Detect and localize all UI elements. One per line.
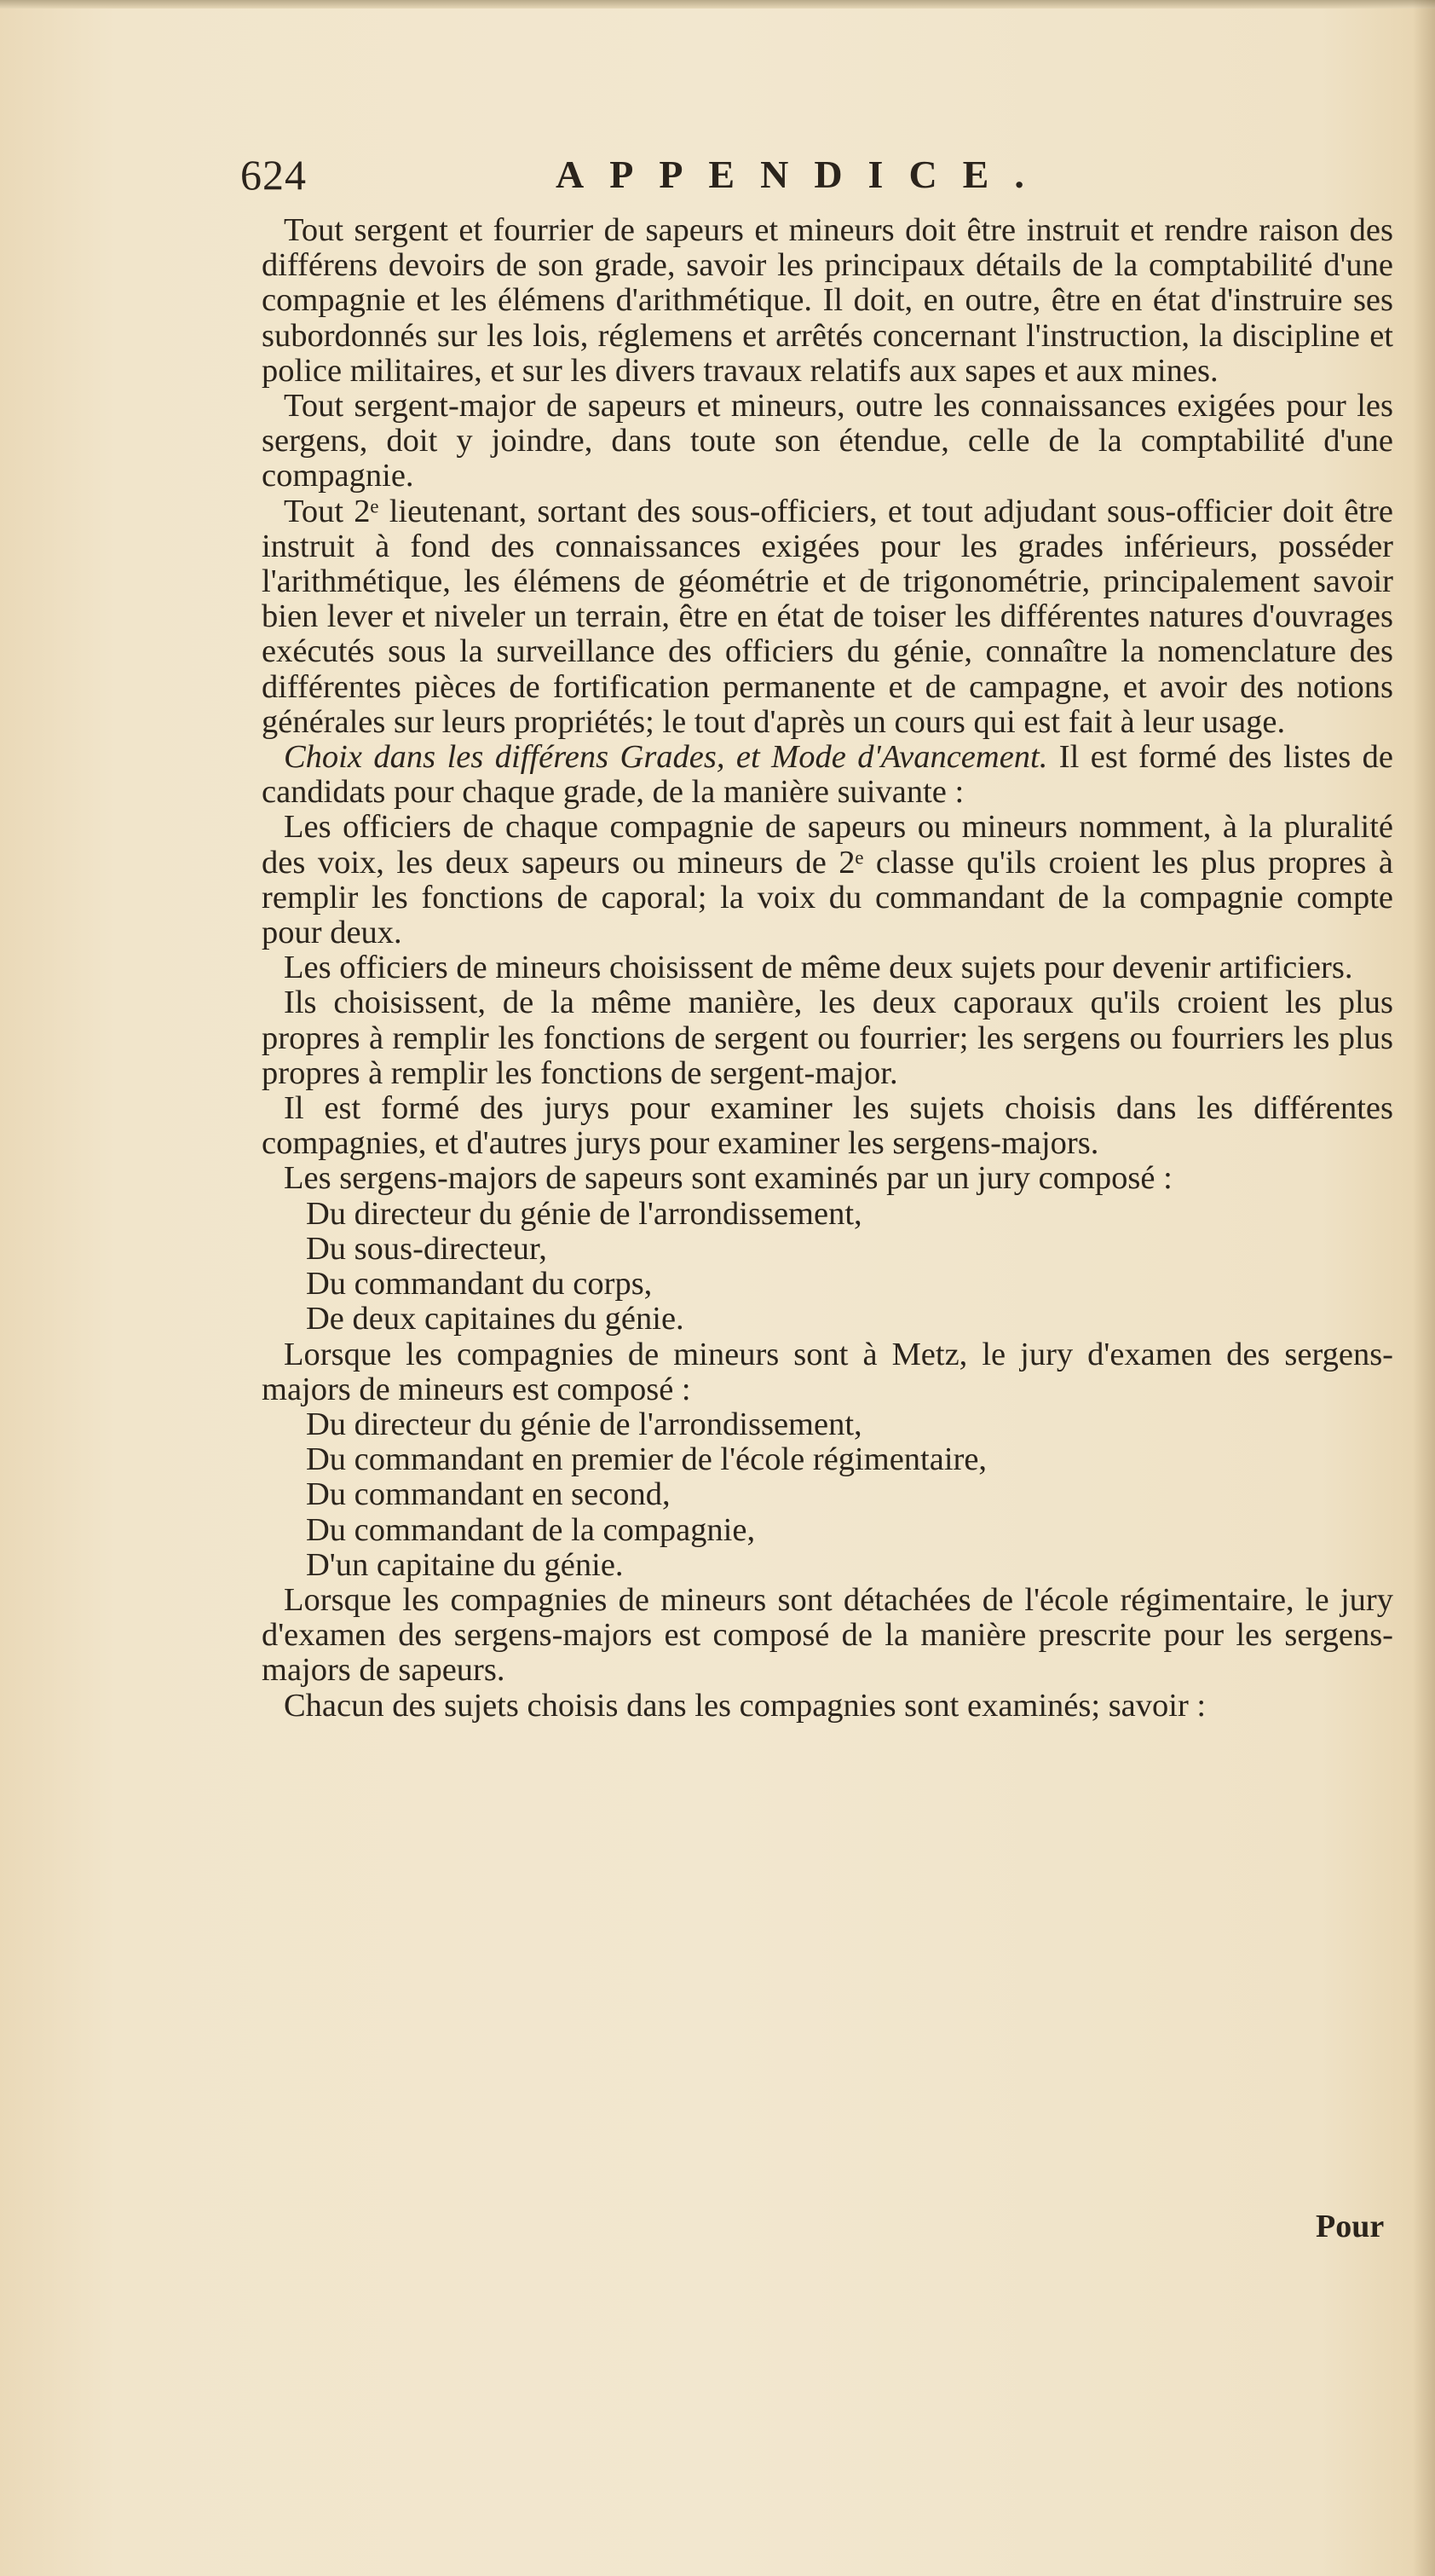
list-item: Du directeur du génie de l'arrondissement,: [306, 1195, 862, 1232]
paragraph: Les officiers de mineurs choisissent de même deux sujets pour devenir artificiers.: [284, 950, 1353, 986]
paragraph: Ils choisissent, de la même manière, les deux caporaux qu'ils croient les plus propres à remplir les fonctions de sergent ou fourrier; les sergens ou fourriers les plus propres à remplir les fonctions de sergent-major.: [262, 985, 1393, 1091]
list-item: De deux capitaines du génie.: [306, 1301, 684, 1337]
section-heading: Choix dans les différens Grades, et Mode d'Avancement.: [284, 739, 1048, 776]
running-head: APPENDICE.: [556, 153, 1050, 196]
list-item: Du commandant du corps,: [306, 1266, 653, 1302]
list-item: Du directeur du génie de l'arrondissement,: [306, 1406, 862, 1442]
paragraph: Lorsque les compagnies de mineurs sont à Metz, le jury d'examen des sergens-majors de mineurs est composé :: [262, 1336, 1393, 1407]
paragraph: Tout 2ᵉ lieutenant, sortant des sous-officiers, et tout adjudant sous-officier doit être instruit à fond des connaissances exigées pour les grades inférieurs, posséder l'arithmétique, les élémens de géométrie et de trigonométrie, principalement savoir bien lever et niveler un terrain, être en état de toiser les différentes natures d'ouvrages exécutés sous la surveillance des officiers du génie, connaître la nomenclature des différentes pièces de fortification permanente et de campagne, et avoir des notions générales sur leurs propriétés; le tout d'après un cours qui est fait à leur usage.: [262, 493, 1393, 740]
page-top-edge: [0, 0, 1435, 9]
body-text: [262, 213, 1393, 1724]
paragraph: Chacun des sujets choisis dans les compagnies sont examinés; savoir :: [284, 1687, 1207, 1724]
page-header: [240, 145, 1416, 205]
list-item: D'un capitaine du génie.: [306, 1546, 624, 1583]
page-number: 624: [240, 151, 307, 199]
paragraph: Les officiers de chaque compagnie de sapeurs ou mineurs nomment, à la pluralité des voix, les deux sapeurs ou mineurs de 2ᵉ classe qu'ils croient les plus propres à remplir les fonctions de caporal; la voix du commandant de la compagnie compte pour deux.: [262, 809, 1393, 951]
paragraph: Tout sergent et fourrier de sapeurs et mineurs doit être instruit et rendre raison des différens devoirs de son grade, savoir les principaux détails de la comptabilité d'une compagnie et les élémens d'arithmétique. Il doit, en outre, être en état d'instruire ses subordonnés sur les lois, réglemens et arrêtés concernant l'instruction, la discipline et police militaires, et sur les divers travaux relatifs aux sapes et aux mines.: [262, 212, 1393, 389]
list-item: Du sous-directeur,: [306, 1230, 547, 1267]
paragraph: Tout sergent-major de sapeurs et mineurs, outre les connaissances exigées pour les sergens, doit y joindre, dans toute son étendue, celle de la comptabilité d'une compagnie.: [262, 388, 1393, 494]
catchword: Pour: [1316, 2209, 1385, 2244]
list-item: Du commandant de la compagnie,: [306, 1511, 756, 1548]
paragraph-text: Il est formé des listes de candidats pour chaque grade, de la manière suivante :: [262, 739, 1393, 811]
list-item: Du commandant en premier de l'école régimentaire,: [306, 1441, 988, 1478]
paragraph: Les sergens-majors de sapeurs sont examinés par un jury composé :: [284, 1160, 1173, 1197]
paragraph: Lorsque les compagnies de mineurs sont détachées de l'école régimentaire, le jury d'examen des sergens-majors est composé de la manière prescrite pour les sergens-majors de sapeurs.: [262, 1581, 1393, 1689]
page-gutter-shadow: [1413, 0, 1435, 2576]
paragraph: Il est formé des jurys pour examiner les sujets choisis dans les différentes compagnies, et d'autres jurys pour examiner les sergens-majors.: [262, 1090, 1393, 1162]
paragraph: [262, 740, 1393, 810]
list-item: Du commandant en second,: [306, 1476, 671, 1513]
